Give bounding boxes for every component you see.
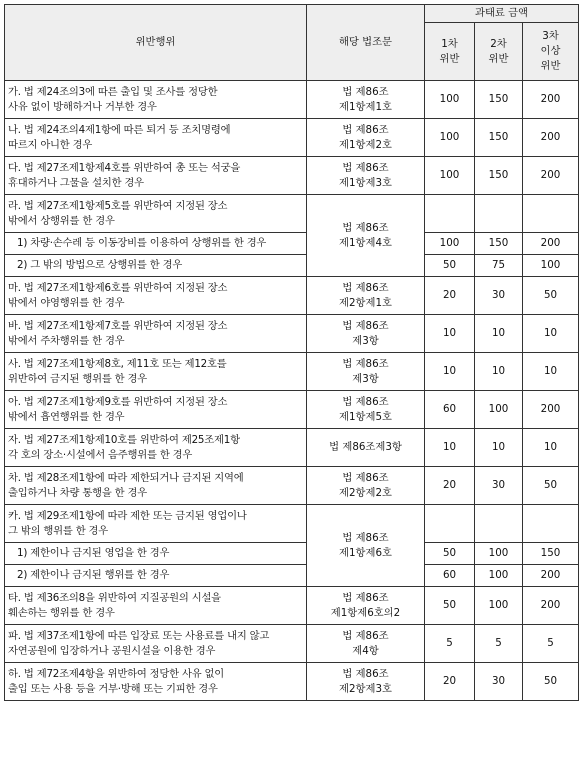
violation-act-cell: 차. 법 제28조제1항에 따라 제한되거나 금지된 지역에 출입하거나 차량 통행을 한 경우 [5, 467, 307, 505]
law-article-cell: 법 제86조 제1항제2호 [307, 119, 425, 157]
fine-table [4, 4, 579, 701]
fine-first-cell: 100 [425, 81, 475, 119]
fine-first-cell: 20 [425, 663, 475, 701]
table-row [5, 195, 579, 233]
table-row [5, 505, 579, 543]
fine-second-cell: 100 [475, 391, 523, 429]
fine-first-cell: 5 [425, 625, 475, 663]
law-article-cell: 법 제86조 제4항 [307, 625, 425, 663]
law-article-cell: 법 제86조 제2항제3호 [307, 663, 425, 701]
fine-second-cell: 150 [475, 119, 523, 157]
fine-first-cell: 100 [425, 157, 475, 195]
fine-third-cell: 200 [523, 157, 579, 195]
violation-act-cell: 라. 법 제27조제1항제5호를 위반하여 지정된 장소 밖에서 상행위를 한 경우 [5, 195, 307, 233]
fine-first-cell: 20 [425, 467, 475, 505]
violation-act-cell: 다. 법 제27조제1항제4호를 위반하여 총 또는 석궁을 휴대하거나 그물을 설치한 경우 [5, 157, 307, 195]
fine-third-cell: 50 [523, 467, 579, 505]
fine-second-cell: 75 [475, 255, 523, 277]
fine-first-cell: 60 [425, 391, 475, 429]
fine-first-cell [425, 505, 475, 543]
violation-act-cell: 바. 법 제27조제1항제7호를 위반하여 지정된 장소 밖에서 주차행위를 한 경우 [5, 315, 307, 353]
fine-third-cell: 5 [523, 625, 579, 663]
fine-third-cell: 100 [523, 255, 579, 277]
fine-third-cell [523, 505, 579, 543]
table-row [5, 157, 579, 195]
fine-first-cell: 60 [425, 565, 475, 587]
fine-third-cell: 10 [523, 353, 579, 391]
violation-act-cell: 카. 법 제29조제1항에 따라 제한 또는 금지된 영업이나 그 밖의 행위를 한 경우 [5, 505, 307, 543]
fine-first-cell: 50 [425, 255, 475, 277]
fine-first-cell: 10 [425, 353, 475, 391]
violation-act-cell: 가. 법 제24조의3에 따른 출입 및 조사를 정당한 사유 없이 방해하거나 거부한 경우 [5, 81, 307, 119]
fine-second-cell: 30 [475, 663, 523, 701]
fine-third-cell: 150 [523, 543, 579, 565]
law-article-cell: 법 제86조제3항 [307, 429, 425, 467]
table-row [5, 277, 579, 315]
table-row [5, 543, 579, 565]
law-article-cell: 법 제86조 제3항 [307, 353, 425, 391]
fine-third-cell: 50 [523, 277, 579, 315]
header-fine-group: 과태료 금액 [425, 5, 579, 23]
fine-second-cell: 30 [475, 467, 523, 505]
fine-second-cell: 10 [475, 315, 523, 353]
violation-act-cell: 2) 제한이나 금지된 행위를 한 경우 [5, 565, 307, 587]
table-row [5, 119, 579, 157]
fine-second-cell [475, 505, 523, 543]
fine-first-cell: 50 [425, 543, 475, 565]
fine-table-body [5, 81, 579, 701]
table-row [5, 255, 579, 277]
law-article-cell: 법 제86조 제1항제6호의2 [307, 587, 425, 625]
law-article-cell: 법 제86조 제2항제1호 [307, 277, 425, 315]
fine-second-cell: 10 [475, 353, 523, 391]
fine-first-cell: 50 [425, 587, 475, 625]
table-row [5, 353, 579, 391]
violation-act-cell: 타. 법 제36조의8을 위반하여 지질공원의 시설을 훼손하는 행위를 한 경우 [5, 587, 307, 625]
table-row [5, 663, 579, 701]
table-row [5, 391, 579, 429]
table-row [5, 429, 579, 467]
table-row [5, 315, 579, 353]
header-law: 해당 법조문 [307, 5, 425, 81]
fine-first-cell: 20 [425, 277, 475, 315]
fine-first-cell: 100 [425, 119, 475, 157]
violation-act-cell: 파. 법 제37조제1항에 따른 입장료 또는 사용료를 내지 않고 자연공원에 입장하거나 공원시설을 이용한 경우 [5, 625, 307, 663]
fine-third-cell: 200 [523, 587, 579, 625]
fine-third-cell: 10 [523, 429, 579, 467]
table-row [5, 81, 579, 119]
fine-first-cell [425, 195, 475, 233]
law-article-cell: 법 제86조 제1항제4호 [307, 195, 425, 277]
violation-act-cell: 하. 법 제72조제4항을 위반하여 정당한 사유 없이 출입 또는 사용 등을 거부·방해 또는 기피한 경우 [5, 663, 307, 701]
law-article-cell: 법 제86조 제1항제3호 [307, 157, 425, 195]
fine-third-cell: 200 [523, 565, 579, 587]
violation-act-cell: 2) 그 밖의 방법으로 상행위를 한 경우 [5, 255, 307, 277]
violation-act-cell: 아. 법 제27조제1항제9호를 위반하여 지정된 장소 밖에서 흡연행위를 한 경우 [5, 391, 307, 429]
table-row [5, 565, 579, 587]
fine-second-cell: 5 [475, 625, 523, 663]
fine-third-cell: 200 [523, 119, 579, 157]
fine-second-cell: 100 [475, 543, 523, 565]
table-row [5, 587, 579, 625]
law-article-cell: 법 제86조 제3항 [307, 315, 425, 353]
violation-act-cell: 사. 법 제27조제1항제8호, 제11호 또는 제12호를 위반하여 금지된 행위를 한 경우 [5, 353, 307, 391]
header-act: 위반행위 [5, 5, 307, 81]
fine-second-cell: 150 [475, 81, 523, 119]
fine-first-cell: 10 [425, 315, 475, 353]
fine-third-cell: 50 [523, 663, 579, 701]
fine-second-cell: 100 [475, 587, 523, 625]
fine-third-cell [523, 195, 579, 233]
law-article-cell: 법 제86조 제1항제5호 [307, 391, 425, 429]
fine-second-cell: 10 [475, 429, 523, 467]
fine-second-cell: 150 [475, 233, 523, 255]
law-article-cell: 법 제86조 제1항제6호 [307, 505, 425, 587]
fine-second-cell: 150 [475, 157, 523, 195]
table-row [5, 467, 579, 505]
table-row [5, 233, 579, 255]
fine-first-cell: 10 [425, 429, 475, 467]
fine-third-cell: 200 [523, 81, 579, 119]
violation-act-cell: 1) 제한이나 금지된 영업을 한 경우 [5, 543, 307, 565]
header-third-violation: 3차 이상 위반 [523, 23, 579, 81]
violation-act-cell: 1) 차량·손수레 등 이동장비를 이용하여 상행위를 한 경우 [5, 233, 307, 255]
fine-second-cell: 100 [475, 565, 523, 587]
violation-act-cell: 자. 법 제27조제1항제10호를 위반하여 제25조제1항 각 호의 장소·시설에서 음주행위를 한 경우 [5, 429, 307, 467]
table-row [5, 625, 579, 663]
fine-first-cell: 100 [425, 233, 475, 255]
fine-second-cell [475, 195, 523, 233]
violation-act-cell: 마. 법 제27조제1항제6호를 위반하여 지정된 장소 밖에서 야영행위를 한 경우 [5, 277, 307, 315]
law-article-cell: 법 제86조 제2항제2호 [307, 467, 425, 505]
fine-third-cell: 200 [523, 391, 579, 429]
fine-third-cell: 200 [523, 233, 579, 255]
fine-second-cell: 30 [475, 277, 523, 315]
header-first-violation: 1차 위반 [425, 23, 475, 81]
violation-act-cell: 나. 법 제24조의4제1항에 따른 퇴거 등 조치명령에 따르지 아니한 경우 [5, 119, 307, 157]
law-article-cell: 법 제86조 제1항제1호 [307, 81, 425, 119]
header-second-violation: 2차 위반 [475, 23, 523, 81]
fine-third-cell: 10 [523, 315, 579, 353]
